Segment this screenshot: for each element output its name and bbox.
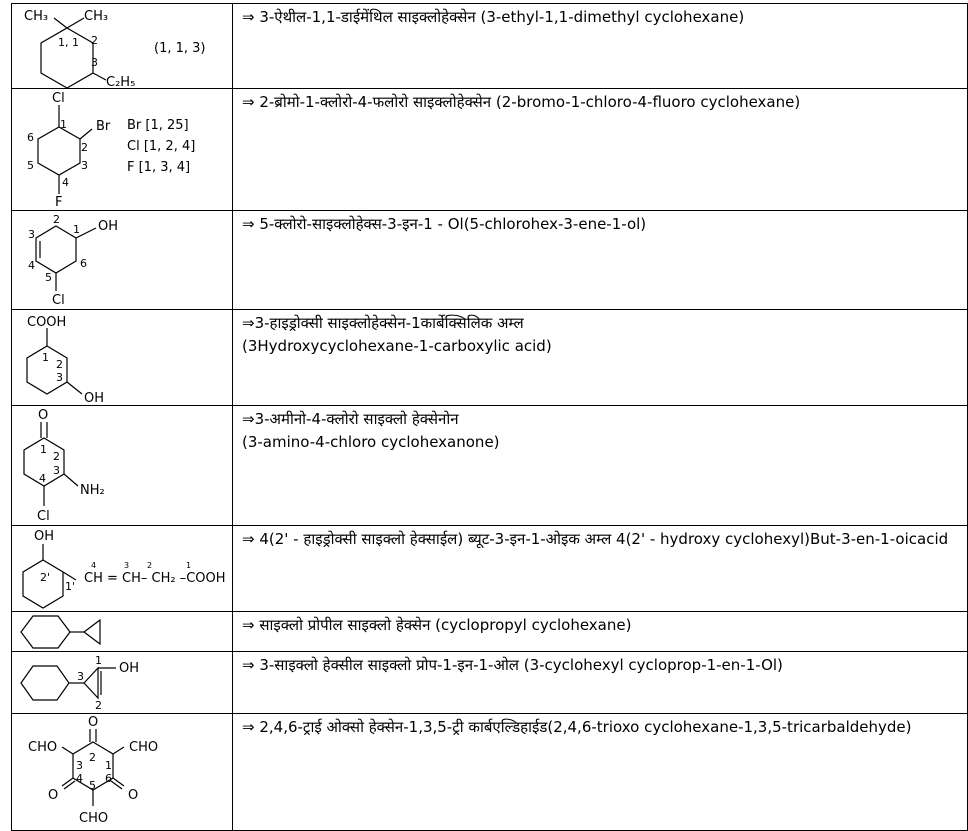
hexagon-ring <box>21 616 70 648</box>
locant-label: 1 <box>40 443 47 456</box>
locant-set-label: Br [1, 25] <box>127 118 189 133</box>
structure-cell <box>12 526 233 612</box>
chloro-label: Cl <box>52 293 65 308</box>
iupac-name-line: ⇒3-अमीनो-4-क्लोरो साइक्लो हेक्सेनोन <box>242 410 459 428</box>
aldehyde-label: CHO <box>129 740 159 755</box>
bromo-label: Br <box>96 119 111 134</box>
butenoic-chain-label: CH = CH– CH₂ –COOH <box>84 571 226 586</box>
locant-label: 2 <box>53 450 60 463</box>
structure-cell <box>12 211 233 310</box>
locant-label: 1 <box>73 223 80 236</box>
locant-label: 4 <box>62 176 69 189</box>
cyclopropene-ring <box>84 668 98 698</box>
hexagon-ring <box>36 226 76 273</box>
table-row <box>12 714 968 831</box>
locant-label: 3 <box>91 56 98 69</box>
locant-label: 6 <box>80 257 87 270</box>
chloro-label: Cl <box>52 91 65 106</box>
iupac-name-line: ⇒ 5-क्लोरो-साइक्लोहेक्स-3-इन-1 - Ol(5-chlorohex-3-ene-1-ol) <box>242 215 647 233</box>
amino-label: NH₂ <box>80 483 105 498</box>
hexagon-ring <box>21 666 69 700</box>
oxo-label: O <box>38 408 49 423</box>
locant-label: 4 <box>91 561 97 570</box>
aldehyde-label: CHO <box>79 811 109 826</box>
table-row <box>12 406 968 526</box>
locant-label: 1 <box>60 118 67 131</box>
locant-label: 1' <box>65 580 76 593</box>
table-row <box>12 652 968 714</box>
locant-label: 4 <box>39 472 46 485</box>
locant-label: 5 <box>89 779 96 792</box>
structure-cell <box>12 4 233 89</box>
locant-label: 2 <box>147 561 153 570</box>
chloro-label: Cl <box>37 509 50 524</box>
structure-cell <box>12 406 233 526</box>
locant-label: 3 <box>77 670 84 683</box>
structure-cell <box>12 89 233 211</box>
hydroxyl-label: OH <box>98 219 119 234</box>
oxo-label: O <box>128 788 139 803</box>
locant-label: 2 <box>95 699 102 712</box>
structure-cyclopropylcyclohexane <box>12 612 232 651</box>
aldehyde-label: CHO <box>28 740 58 755</box>
structure-hydroxycyclohexyl-butenoic-acid <box>12 526 232 611</box>
cyclopropane-ring <box>84 620 100 644</box>
locant-label: 1 <box>95 654 102 667</box>
locant-label: 3 <box>53 464 60 477</box>
locant-label: 1 <box>105 759 112 772</box>
methyl-label: CH₃ <box>24 9 49 24</box>
locant-label: 2 <box>56 358 63 371</box>
structure-3-ethyl-1-1-dimethylcyclohexane <box>12 4 232 88</box>
oxo-label: O <box>88 715 99 730</box>
structure-2-bromo-1-chloro-4-fluorocyclohexane <box>12 89 232 210</box>
iupac-name-line: (3Hydroxycyclohexane-1-carboxylic acid) <box>242 337 552 355</box>
locant-label: 6 <box>105 772 112 785</box>
iupac-name-cell <box>233 211 968 310</box>
locant-label: 2' <box>40 571 51 584</box>
locant-label: 6 <box>27 131 34 144</box>
structure-3-hydroxycyclohexane-1-carboxylic-acid <box>12 310 232 405</box>
iupac-name-line: ⇒3-हाइड्रोक्सी साइक्लोहेक्सेन-1कार्बेक्सिलिक अम्ल <box>242 314 524 332</box>
oxo-label: O <box>48 788 59 803</box>
locant-label: 1 <box>42 351 49 364</box>
structure-3-amino-4-chlorocyclohexanone <box>12 406 232 525</box>
methyl-label: CH₃ <box>84 9 109 24</box>
table-row <box>12 612 968 652</box>
locant-set-label: F [1, 3, 4] <box>127 160 191 175</box>
table-row <box>12 526 968 612</box>
structure-cell <box>12 310 233 406</box>
locant-label: 2 <box>91 34 98 47</box>
iupac-name-cell: ⇒ 4(2' - हाइड्रोक्सी साइक्लो हेक्साईल) ब्यूट-3-इन-1-ओइक अम्ल 4(2' - hydroxy cyclohexyl)But-3-en-1-oicacid <box>233 526 968 612</box>
hexagon-ring <box>38 127 80 175</box>
hexagon-ring <box>23 560 63 608</box>
iupac-name-cell: ⇒ साइक्लो प्रोपील साइक्लो हेक्सेन (cyclopropyl cyclohexane) <box>233 612 968 652</box>
locant-label: 2 <box>89 751 96 764</box>
locant-label: 3 <box>124 561 130 570</box>
ethyl-label: C₂H₅ <box>106 75 136 88</box>
locant-label: 3 <box>76 759 83 772</box>
fluoro-label: F <box>55 195 63 210</box>
locant-label: 3 <box>81 159 88 172</box>
iupac-name-cell: ⇒ 2-ब्रोमो-1-क्लोरो-4-फलोरो साइक्लोहेक्सेन (2-bromo-1-chloro-4-fluoro cyclohexane) <box>233 89 968 211</box>
table-row <box>12 89 968 211</box>
table-row <box>12 4 968 89</box>
structure-trioxocyclohexane-tricarbaldehyde <box>12 714 232 830</box>
carboxyl-label: COOH <box>27 315 67 330</box>
hydroxyl-label: OH <box>84 391 105 405</box>
locant-label: 4 <box>76 772 83 785</box>
structure-cell <box>12 612 233 652</box>
iupac-name-cell <box>233 310 968 406</box>
iupac-name-cell <box>233 406 968 526</box>
structure-cell <box>12 652 233 714</box>
locant-label: 4 <box>28 259 35 272</box>
nomenclature-table <box>11 3 968 831</box>
locant-set-label: Cl [1, 2, 4] <box>127 139 196 154</box>
locant-set-label: (1, 1, 3) <box>154 41 206 56</box>
locant-label: 2 <box>53 213 60 226</box>
locant-label: 3 <box>28 228 35 241</box>
hydroxyl-label: OH <box>119 661 140 676</box>
iupac-name-line: (3-amino-4-chloro cyclohexanone) <box>242 433 500 451</box>
locant-label: 1, 1 <box>58 36 79 49</box>
iupac-name-cell: ⇒ 3-ऐथील-1,1-डाईमेंथिल साइक्लोहेक्सेन (3-ethyl-1,1-dimethyl cyclohexane) <box>233 4 968 89</box>
locant-label: 1 <box>186 561 192 570</box>
locant-label: 3 <box>56 371 63 384</box>
locant-label: 5 <box>45 271 52 284</box>
iupac-name-cell: ⇒ 3-साइक्लो हेक्सील साइक्लो प्रोप-1-इन-1-ओल (3-cyclohexyl cycloprop-1-en-1-Ol) <box>233 652 968 714</box>
hydroxyl-label: OH <box>34 529 55 544</box>
table-row <box>12 211 968 310</box>
table-row <box>12 310 968 406</box>
structure-5-chlorohex-3-ene-1-ol <box>12 211 232 309</box>
locant-label: 2 <box>81 141 88 154</box>
structure-cell <box>12 714 233 831</box>
iupac-name-cell: ⇒ 2,4,6-ट्राई ओक्सो हेक्सेन-1,3,5-ट्री कार्बएल्डिहाईड(2,4,6-trioxo cyclohexane-1,3,5-tricarbaldehyde) <box>233 714 968 831</box>
structure-3-cyclohexylcycloprop-1-en-1-ol <box>12 652 232 713</box>
locant-label: 5 <box>27 159 34 172</box>
